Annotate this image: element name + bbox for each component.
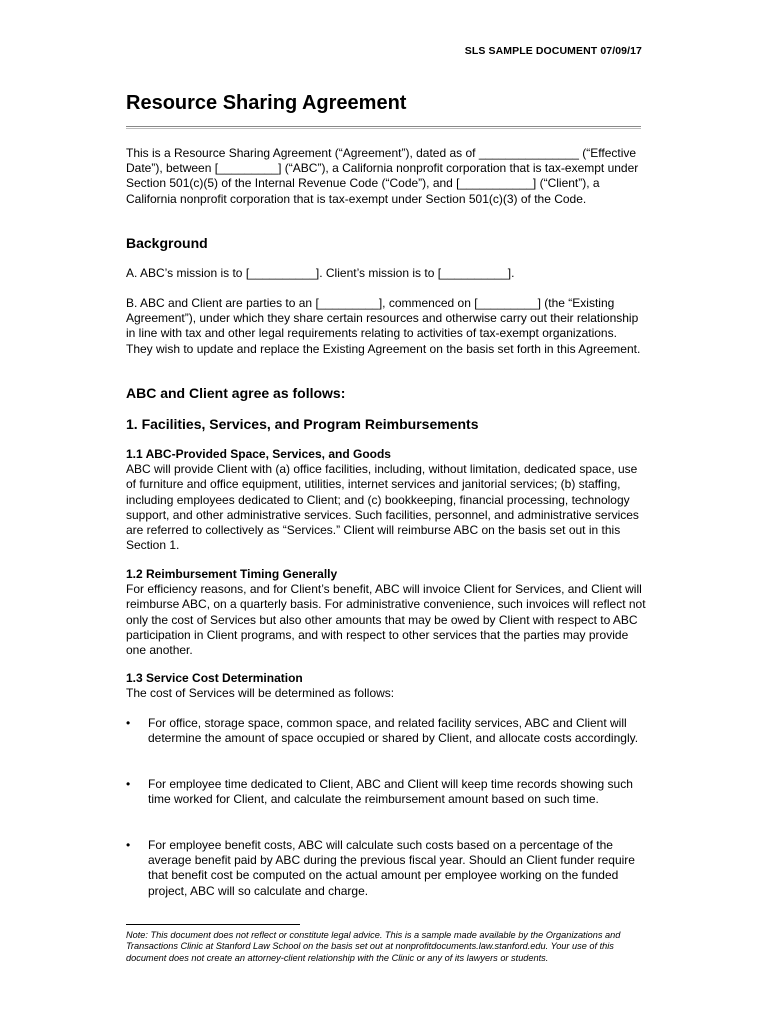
section-1-1 (126, 447, 646, 553)
background-para-b (126, 296, 646, 357)
section-1-2-text: For efficiency reasons, and for Client’s benefit, ABC will invoice Client for Services, and Client will reimburse ABC, on a quarterly basis. For administrative convenience, such invoices will reflect not only the cost of Services but also other amounts that may be owed by Client with respect to ABC participation in Client programs, and with respect to other services that the parties may provide one another. (126, 582, 646, 658)
bullet-text: For employee benefit costs, ABC will calculate such costs based on a percentage of the average benefit paid by ABC during the previous fiscal year. Should an Client funder require that benefit cost be computed on the actual amount per employee working on the funded project, ABC will so calculate and charge. (148, 838, 635, 898)
title-divider (126, 126, 641, 129)
section-1-3 (126, 671, 646, 701)
section-1-3-heading: 1.3 Service Cost Determination (126, 671, 303, 685)
section-1-heading: 1. Facilities, Services, and Program Reimbursements (126, 416, 479, 432)
intro-text: This is a Resource Sharing Agreement (“Agreement”), dated as of _______________ (“Effective Date”), between [_________] (“ABC”), a California nonprofit corporation that is tax-exempt under Section 501(c)(5) of the Internal Revenue Code (“Code”), and [___________] (“Client”), a California nonprofit corporation that is tax-exempt under Section 501(c)(3) of the Code. (126, 146, 639, 206)
agree-heading: ABC and Client agree as follows: (126, 385, 346, 401)
bullet-text: For office, storage space, common space, and related facility services, ABC and Client will determine the amount of space occupied or shared by Client, and allocate costs accordingly. (148, 716, 639, 746)
section-1-3-text: The cost of Services will be determined as follows: (126, 686, 395, 701)
section-1-1-heading: 1.1 ABC-Provided Space, Services, and Goods (126, 447, 391, 461)
background-para-a (126, 266, 646, 281)
cost-bullet-2 (126, 777, 646, 807)
bullet-icon: • (126, 716, 131, 730)
bullet-icon: • (126, 838, 131, 852)
list-item (126, 777, 646, 807)
intro-paragraph (126, 146, 646, 207)
section-1-2-heading: 1.2 Reimbursement Timing Generally (126, 567, 338, 581)
footnote-divider (126, 924, 300, 925)
cost-bullet-3 (126, 838, 646, 899)
footnote: Note: This document does not reflect or constitute legal advice. This is a sample made available by the Organizations and Transactions Clinic at Stanford Law School on the basis set out at nonprofitdocuments.law.stanford.edu. Your use of this document does not create an attorney-client relationship with the Clinic or any of its lawyers or students. (126, 930, 621, 963)
list-item (126, 716, 646, 746)
section-1-1-text: ABC will provide Client with (a) office facilities, including, without limitation, dedicated space, use of furniture and office equipment, utilities, internet services and janitorial services; (b) staffing, including employees dedicated to Client; and (c) bookkeeping, financial processing, technology support, and other administrative services. Such facilities, personnel, and administrative services are referred to collectively as “Services.” Client will reimburse ABC on the basis set out in this Section 1. (126, 462, 639, 553)
background-heading: Background (126, 235, 208, 251)
document-title: Resource Sharing Agreement (126, 92, 407, 114)
background-para-a-text: A. ABC’s mission is to [__________]. Client’s mission is to [__________]. (126, 266, 515, 280)
background-para-b-text: B. ABC and Client are parties to an [_________], commenced on [_________] (the “Existing Agreement”), under which they share certain resources and otherwise carry out their relationship in line with tax and other legal requirements relating to activities of tax-exempt organizations. They wish to update and replace the Existing Agreement on the basis set forth in this Agreement. (126, 296, 641, 356)
bullet-icon: • (126, 777, 131, 791)
cost-bullet-1 (126, 716, 646, 746)
document-header-tag: SLS SAMPLE DOCUMENT 07/09/17 (464, 45, 642, 57)
bullet-text: For employee time dedicated to Client, ABC and Client will keep time records showing such time worked for Client, and calculate the reimbursement amount based on such time. (148, 777, 633, 807)
list-item (126, 838, 646, 899)
section-1-2 (126, 567, 646, 658)
